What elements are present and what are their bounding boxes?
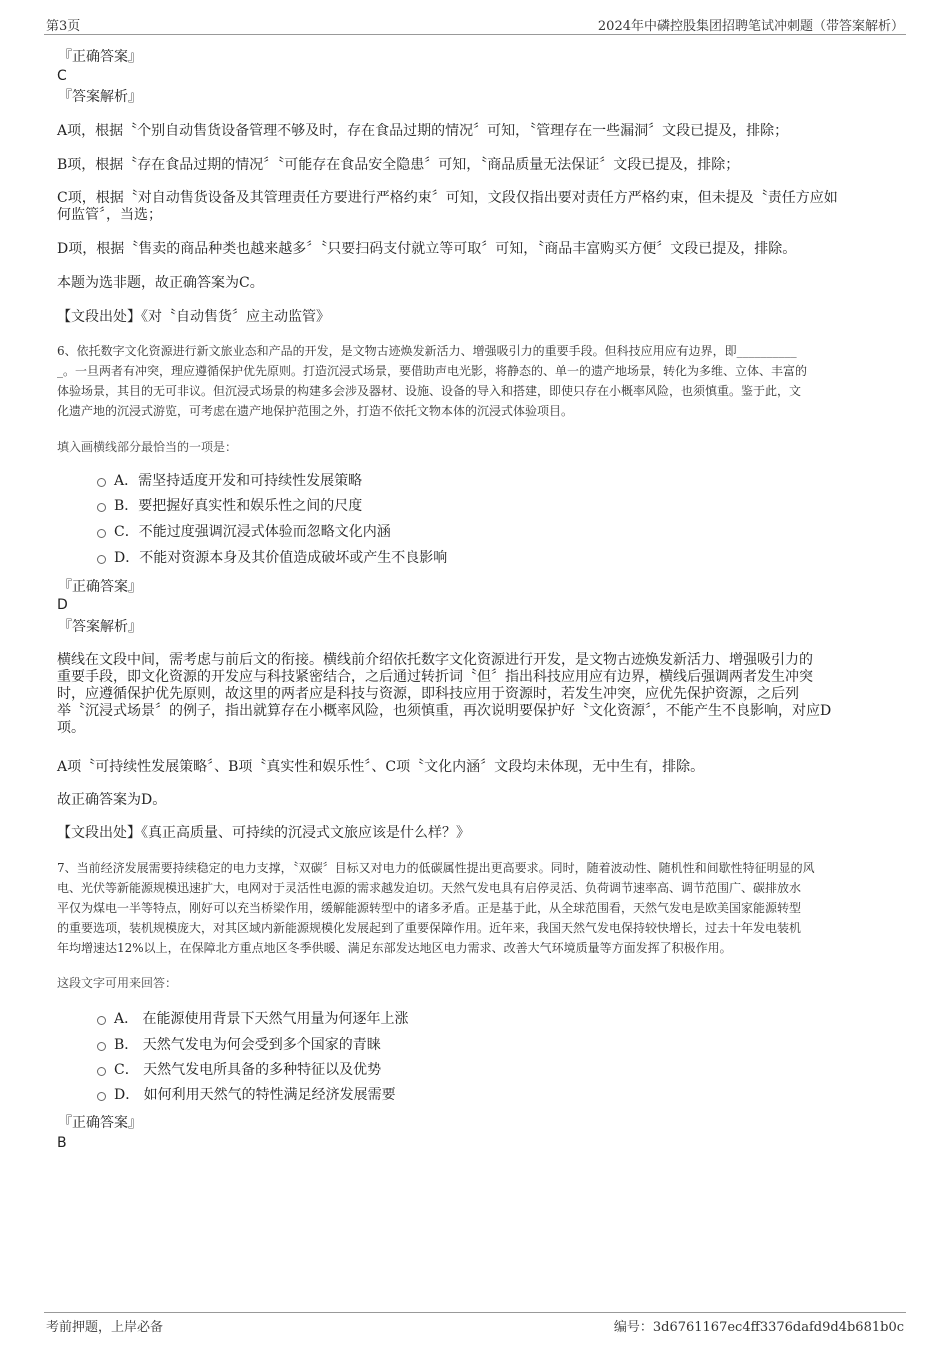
q7-option-c[interactable] — [97, 1061, 381, 1079]
q7-correct-label: 『正确答案』 — [58, 1115, 142, 1131]
q6-analysis-line2: 重要手段，即文化资源的开发应与科技紧密结合，之后通过转折词〝但〞指出科技应用应有边界，横线后强调两者发生冲突 — [57, 669, 813, 685]
option-label: D． 如何利用天然气的特性满足经济发展需要 — [114, 1087, 396, 1103]
radio-icon[interactable] — [97, 1042, 106, 1051]
q7-option-a[interactable] — [97, 1010, 409, 1028]
q6-prompt: 填入画横线部分最恰当的一项是： — [57, 440, 238, 454]
q5-source: 【文段出处】《对〝自动售货〞应主动监管》 — [57, 309, 330, 325]
q7-stem-line3: 平仅为煤电一半等特点，刚好可以充当桥梁作用，缓解能源转型中的诸多矛盾。正是基于此，从全球范围看，天然气发电是欧美国家能源转型 — [57, 901, 802, 915]
option-label: C．不能过度强调沉浸式体验而忽略文化内涵 — [114, 524, 391, 540]
radio-icon[interactable] — [97, 1067, 106, 1076]
option-label: C． 天然气发电所具备的多种特征以及优势 — [114, 1062, 382, 1078]
q5-analysis-a: A项，根据〝个别自动售货设备管理不够及时，存在食品过期的情况〞可知，〝管理存在一些漏洞〞文段已提及，排除； — [57, 123, 789, 139]
option-label: B． 天然气发电为何会受到多个国家的青睐 — [114, 1037, 381, 1053]
q6-analysis-line4: 举〝沉浸式场景〞的例子，指出就算存在小概率风险，也须慎重，再次说明要保护好〝文化资源〞，不能产生不良影响，对应D — [57, 703, 832, 719]
q5-conclusion: 本题为选非题，故正确答案为C。 — [57, 275, 264, 291]
option-label: A．需坚持适度开发和可持续性发展策略 — [114, 473, 363, 489]
option-label: A． 在能源使用背景下天然气用量为何逐年上涨 — [114, 1011, 409, 1027]
q7-stem-line4: 的重要选项，装机规模庞大，对其区域内新能源规模化发展起到了重要保障作用。近年来，我国天然气发电保持较快增长，过去十年发电装机 — [57, 921, 802, 935]
q6-analysis-line3: 时，应遵循保护优先原则，故这里的两者应是科技与资源，即科技应用于资源时，若发生冲突，应优先保护资源，之后列 — [57, 686, 799, 702]
document-title: 2024年中磷控股集团招聘笔试冲刺题（带答案解析） — [597, 19, 904, 34]
q6-analysis-line1: 横线在文段中间，需考虑与前后文的衔接。横线前介绍依托数字文化资源进行开发，是文物古迹焕发新活力、增强吸引力的 — [57, 652, 813, 668]
q6-stem-line2: _。一旦两者有冲突，理应遵循保护优先原则。打造沉浸式场景，要借助声电光影，将静态的、单一的遗产地场景，转化为多维、立体、丰富的 — [57, 364, 808, 378]
q6-option-c[interactable] — [97, 523, 391, 541]
page-number: 第3页 — [46, 19, 81, 34]
q5-analysis-label: 『答案解析』 — [58, 89, 142, 105]
q7-stem-line1: 7、当前经济发展需要持续稳定的电力支撑，〝双碳〞目标又对电力的低碳属性提出更高要求。同时，随着波动性、随机性和间歇性特征明显的风 — [57, 861, 815, 875]
q6-analysis-line5: 项。 — [57, 720, 85, 736]
q6-option-d[interactable] — [97, 549, 447, 567]
radio-icon[interactable] — [97, 529, 106, 538]
q5-analysis-c-line1: C项，根据〝对自动售货设备及其管理责任方要进行严格约束〞可知，文段仅指出要对责任方严格约束，但未提及〝责任方应如 — [57, 190, 838, 206]
option-label: B．要把握好真实性和娱乐性之间的尺度 — [114, 498, 363, 514]
q6-source: 【文段出处】《真正高质量、可持续的沉浸式文旅应该是什么样？》 — [57, 825, 470, 841]
option-label: D．不能对资源本身及其价值造成破坏或产生不良影响 — [114, 550, 448, 566]
q6-stem-line4: 化遗产地的沉浸式游览，可考虑在遗产地保护范围之外，打造不依托文物本体的沉浸式体验项目。 — [57, 404, 574, 418]
q7-option-d[interactable] — [97, 1086, 396, 1104]
q6-stem-line3: 体验场景，其目的无可非议。但沉浸式场景的构建多会涉及器材、设施、设备的导入和搭建，即使只存在小概率风险，也须慎重。鉴于此，文 — [57, 384, 802, 398]
page-footer — [44, 1312, 906, 1335]
radio-icon[interactable] — [97, 1016, 106, 1025]
q5-analysis-c-line2: 何监管〞，当选； — [57, 207, 162, 223]
q5-correct-label: 『正确答案』 — [58, 49, 142, 65]
q6-correct-label: 『正确答案』 — [58, 579, 142, 595]
radio-icon[interactable] — [97, 503, 106, 512]
q7-answer: B — [57, 1135, 67, 1151]
document-id: 编号：3d6761167ec4ff3376dafd9d4b681b0c — [613, 1320, 904, 1335]
q6-analysis-elimination: A项〝可持续性发展策略〞、B项〝真实性和娱乐性〞、C项〝文化内涵〞文段均未体现，无中生有，排除。 — [57, 759, 705, 775]
footer-slogan: 考前押题，上岸必备 — [46, 1320, 164, 1335]
q5-analysis-d: D项，根据〝售卖的商品种类也越来越多〞〝只要扫码支付就立等可取〞可知，〝商品丰富购买方便〞文段已提及，排除。 — [57, 241, 797, 257]
q5-analysis-b: B项，根据〝存在食品过期的情况〞〝可能存在食品安全隐患〞可知，〝商品质量无法保证〞文段已提及，排除； — [57, 157, 740, 173]
radio-icon[interactable] — [97, 1092, 106, 1101]
page-header — [44, 14, 906, 35]
radio-icon[interactable] — [97, 555, 106, 564]
q7-option-b[interactable] — [97, 1036, 381, 1054]
q6-option-a[interactable] — [97, 472, 362, 490]
q6-conclusion: 故正确答案为D。 — [57, 792, 167, 808]
q7-stem-line5: 年均增速达12%以上，在保障北方重点地区冬季供暖、满足东部发达地区电力需求、改善大气环境质量等方面发挥了积极作用。 — [57, 941, 732, 955]
q6-analysis-label: 『答案解析』 — [58, 619, 142, 635]
radio-icon[interactable] — [97, 478, 106, 487]
q6-answer: D — [57, 597, 68, 613]
q6-stem-line1: 6、依托数字文化资源进行新文旅业态和产品的开发，是文物古迹焕发新活力、增强吸引力的重要手段。但科技应用应有边界，即__________ — [57, 344, 797, 358]
q7-stem-line2: 电、光伏等新能源规模迅速扩大，电网对于灵活性电源的需求越发迫切。天然气发电具有启停灵活、负荷调节速率高、调节范围广、碳排放水 — [57, 881, 802, 895]
q7-prompt: 这段文字可用来回答： — [57, 976, 178, 990]
q6-option-b[interactable] — [97, 497, 362, 515]
q5-answer: C — [57, 68, 67, 84]
